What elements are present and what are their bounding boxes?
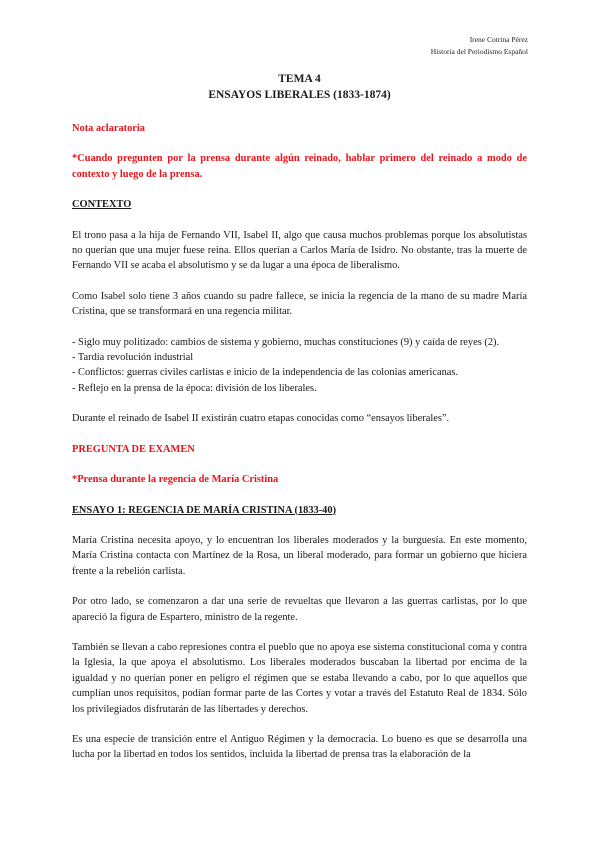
context-paragraph-3: Durante el reinado de Isabel II existirán cuatro etapas conocidas como “ensayos liberales”. [72,413,450,425]
note-heading: Nota aclaratoria [72,123,145,134]
essay1-paragraph-2: Por otro lado, se comenzaron a dar una serie de revueltas que llevaron a las guerras carlistas, por lo que apareció la figura de Espartero, ministro de la regente. [72,596,527,623]
exam-heading: PREGUNTA DE EXAMEN [72,443,195,455]
document-body [72,72,527,763]
essay1-paragraph-1: María Cristina necesita apoyo, y lo encuentran los liberales moderados y la burguesía. En este momento, María Cristina contacta con Martínez de la Rosa, un liberal moderado, para formar un gobierno que hiciera frente a la rebelión carlista. [72,534,527,577]
list-item: - Conflictos: guerras civiles carlistas e inicio de la independencia de las colonias americanas. [72,367,459,379]
header-author: Irene Cotrina Pérez [469,35,528,44]
document-title-topic: TEMA 4 [278,73,321,85]
context-paragraph-2: Como Isabel solo tiene 3 años cuando su padre fallece, se inicia la regencia de la mano de su madre María Cristina, que se transformará en una regencia militar. [72,290,527,318]
essay1-paragraph-3: También se llevan a cabo represiones contra el pueblo que no apoya ese sistema constitucional coma y contra la Iglesia, la que apoya el absolutismo. Los liberales moderados buscaban la libertad por encima de la igualdad y no querían poner en peligro el régimen que se estaba llevando a cabo, por lo que aquellos que cumplían unos requisitos, podían formar parte de las Cortes y votar a través del Estatuto Real de 1834. Sólo los privilegiados disfrutarán de las libertades y derechos. [72,641,527,715]
list-item: - Reflejo en la prensa de la época: división de los liberales. [72,382,317,394]
page-header [431,34,528,58]
context-paragraph-1: El trono pasa a la hija de Fernando VII, Isabel II, algo que causa muchos problemas porque los absolutistas no querían que una mujer fuese reina. Ellos querían a Carlos María de Isidro. No obstante, tras la muerte de Fernando VII se acaba el absolutismo y se da lugar a una época de liberalismo. [72,229,527,272]
essay1-heading: ENSAYO 1: REGENCIA DE MARÍA CRISTINA (1833-40) [72,504,337,516]
header-course: Historia del Periodismo Español [430,47,528,56]
exam-question: *Prensa durante la regencia de María Cristina [72,474,279,486]
context-heading: CONTEXTO [72,199,132,211]
list-item: - Tardía revolución industrial [72,352,194,364]
essay1-paragraph-4: Es una especie de transición entre el Antiguo Régimen y la democracia. Lo bueno es que se desarrolla una lucha por la libertad en todos los sentidos, incluida la libertad de prensa tras la elaboración de la [72,733,527,761]
document-title-main: ENSAYOS LIBERALES (1833-1874) [208,88,391,101]
context-list [72,335,527,397]
list-item: - Siglo muy politizado: cambios de sistema y gobierno, muchas constituciones (9) y caída de reyes (2). [72,336,500,348]
note-text: *Cuando pregunten por la prensa durante algún reinado, hablar primero del reinado a modo de contexto y luego de la prensa. [72,153,527,180]
